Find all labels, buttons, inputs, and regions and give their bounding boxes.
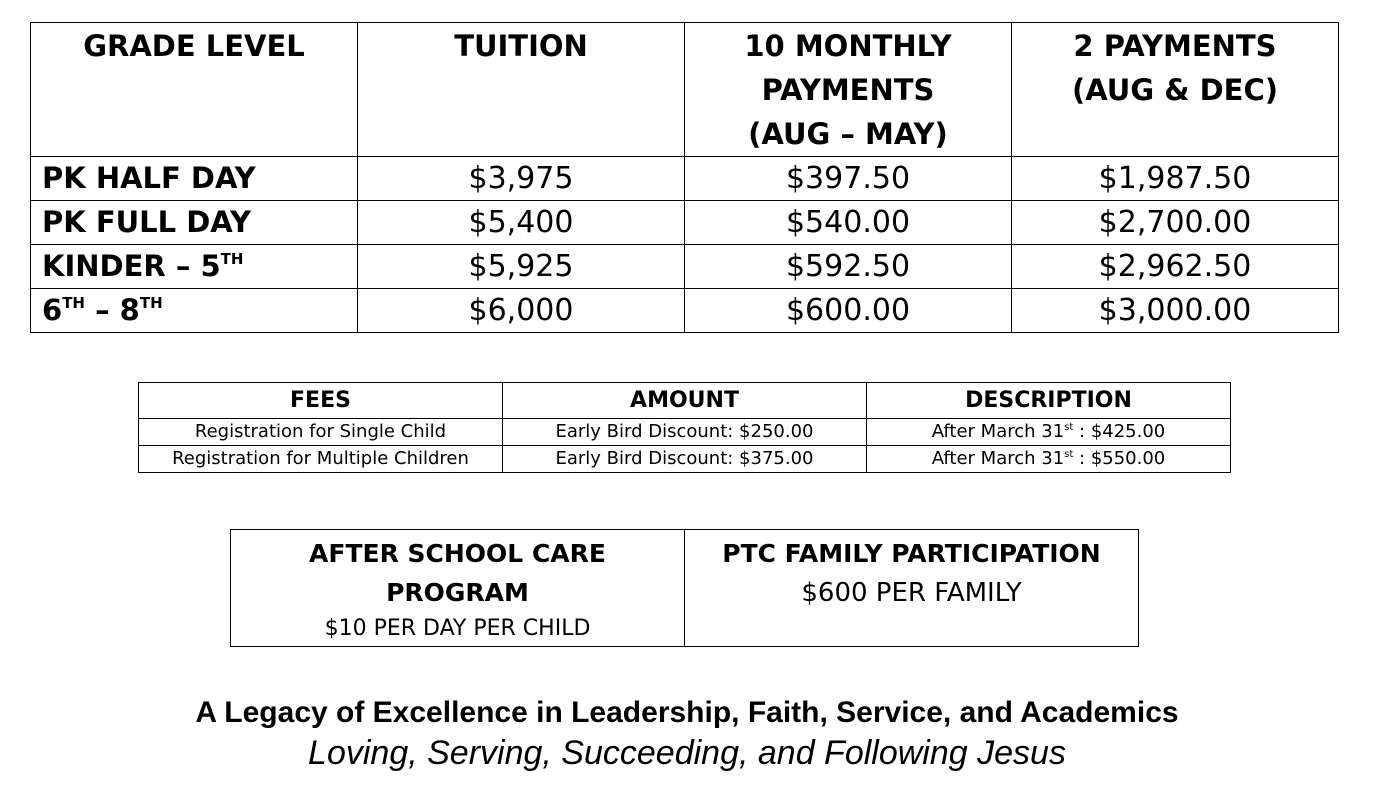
fee-description-text: After March 31 — [931, 421, 1065, 442]
fee-description-amount: : $550.00 — [1073, 448, 1166, 469]
fee-name-cell: Registration for Multiple Children — [139, 446, 503, 473]
programs-table — [230, 529, 1139, 647]
grade-cell — [31, 245, 358, 289]
tuition-header-row — [31, 23, 1339, 157]
header-amount: AMOUNT — [503, 383, 867, 419]
grade-text: – 8 — [84, 293, 140, 327]
fee-description-cell — [867, 419, 1231, 446]
tuition-row — [31, 201, 1339, 245]
two-payments-cell: $2,700.00 — [1012, 201, 1339, 245]
fee-description-amount: : $425.00 — [1073, 421, 1166, 442]
fee-description-cell — [867, 446, 1231, 473]
two-payments-cell: $1,987.50 — [1012, 157, 1339, 201]
monthly-cell: $397.50 — [685, 157, 1012, 201]
motto-bold: A Legacy of Excellence in Leadership, Faith, Service, and Academics — [195, 696, 1179, 729]
grade-cell — [31, 289, 358, 333]
header-monthly-line3: (AUG – MAY) — [748, 117, 948, 151]
header-two-line2: (AUG & DEC) — [1071, 73, 1279, 107]
fee-name-cell: Registration for Single Child — [139, 419, 503, 446]
tuition-cell: $5,400 — [358, 201, 685, 245]
two-payments-cell: $3,000.00 — [1012, 289, 1339, 333]
grade-superscript: TH — [62, 294, 85, 312]
grade-superscript: TH — [220, 250, 244, 268]
header-grade-level — [31, 23, 358, 157]
header-monthly-line2: PAYMENTS — [761, 73, 935, 107]
fee-amount-cell: Early Bird Discount: $375.00 — [503, 446, 867, 473]
after-school-rate: $10 PER DAY PER CHILD — [324, 616, 591, 641]
tuition-cell: $6,000 — [358, 289, 685, 333]
header-monthly-line1: 10 MONTHLY — [744, 29, 952, 63]
fees-header-row — [139, 383, 1231, 419]
programs-row — [231, 530, 1139, 647]
fee-description-superscript: st — [1064, 449, 1074, 460]
after-school-title-line1: AFTER SCHOOL CARE — [309, 539, 606, 568]
grade-text: 6 — [42, 293, 63, 327]
two-payments-cell: $2,962.50 — [1012, 245, 1339, 289]
header-two-line1: 2 PAYMENTS — [1073, 29, 1277, 63]
monthly-cell: $600.00 — [685, 289, 1012, 333]
fee-amount-cell: Early Bird Discount: $250.00 — [503, 419, 867, 446]
header-monthly-payments — [685, 23, 1012, 157]
header-two-payments — [1012, 23, 1339, 157]
grade-superscript: TH — [139, 294, 163, 312]
ptc-participation-cell — [685, 530, 1139, 647]
fees-row — [139, 419, 1231, 446]
tuition-cell: $5,925 — [358, 245, 685, 289]
grade-cell: PK FULL DAY — [31, 201, 358, 245]
header-grade-text: GRADE LEVEL — [83, 29, 305, 63]
monthly-cell: $592.50 — [685, 245, 1012, 289]
tuition-table — [30, 22, 1339, 333]
ptc-rate: $600 PER FAMILY — [801, 578, 1022, 608]
header-description: DESCRIPTION — [867, 383, 1231, 419]
tuition-row — [31, 245, 1339, 289]
after-school-title-line2: PROGRAM — [386, 578, 529, 607]
fee-description-text: After March 31 — [931, 448, 1065, 469]
fee-description-superscript: st — [1064, 422, 1074, 433]
grade-text: KINDER – 5 — [42, 249, 221, 283]
after-school-care-cell — [231, 530, 685, 647]
ptc-title: PTC FAMILY PARTICIPATION — [722, 539, 1101, 568]
header-tuition-text: TUITION — [454, 29, 588, 63]
monthly-cell: $540.00 — [685, 201, 1012, 245]
fees-table — [138, 382, 1231, 473]
tuition-row — [31, 157, 1339, 201]
motto-italic: Loving, Serving, Succeeding, and Following Jesus — [308, 734, 1066, 772]
fees-row — [139, 446, 1231, 473]
tuition-row — [31, 289, 1339, 333]
grade-cell: PK HALF DAY — [31, 157, 358, 201]
tuition-cell: $3,975 — [358, 157, 685, 201]
header-fees: FEES — [139, 383, 503, 419]
header-tuition — [358, 23, 685, 157]
